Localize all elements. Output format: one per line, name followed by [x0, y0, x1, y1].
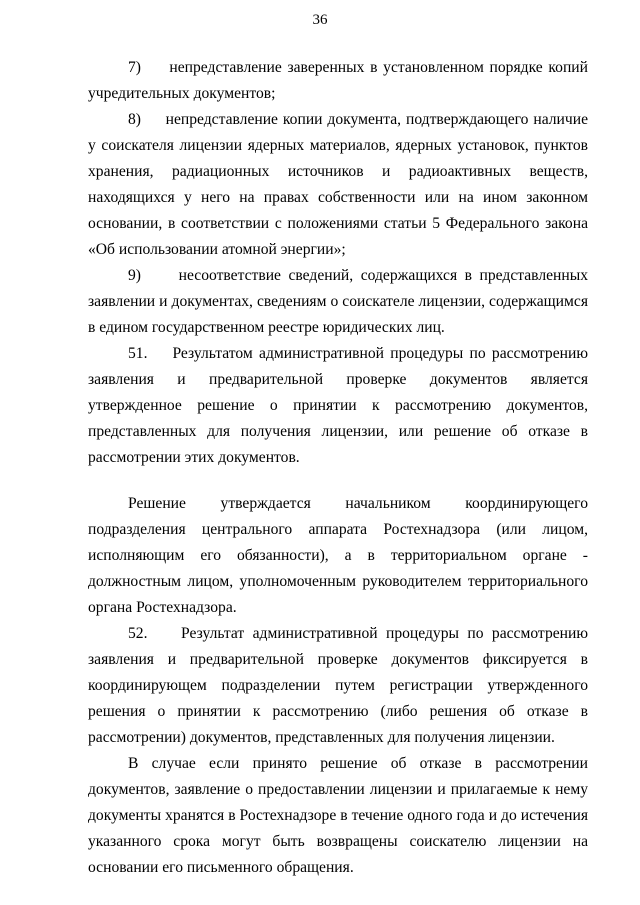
paragraph-item-7: 7) непредставление заверенных в установленном порядке копий учредительных документов;	[88, 59, 588, 102]
document-body	[88, 55, 588, 881]
paragraph-decision-approval: Решение утверждается начальником координирующего подразделения центрального аппарата Ростехнадзора (или лицом, исполняющим его обязанности), а в территориальном органе - должностным лицом, уполномоченным руководителем территориального органа Ростехнадзора.	[88, 495, 588, 616]
paragraph-section-51: 51. Результатом административной процедуры по рассмотрению заявления и предварительной проверке документов является утвержденное решение о принятии к рассмотрению документов, представленных для получения лицензии, или решение об отказе в рассмотрении этих документов.	[88, 345, 588, 466]
page-number: 36	[312, 12, 328, 28]
paragraph-item-9: 9) несоответствие сведений, содержащихся в представленных заявлении и документах, сведениям о соискателе лицензии, содержащимся в едином государственном реестре юридических лиц.	[88, 267, 588, 336]
paragraph-refusal-storage: В случае если принято решение об отказе в рассмотрении документов, заявление о предоставлении лицензии и прилагаемые к нему документы хранятся в Ростехнадзоре в течение одного года и до истечения указанного срока могут быть возвращены соискателю лицензии на основании его письменного обращения.	[88, 755, 588, 876]
paragraph-item-8: 8) непредставление копии документа, подтверждающего наличие у соискателя лицензии ядерных материалов, ядерных установок, пунктов хранения, радиационных источников и радиоактивных веществ, находящихся у него на правах собственности или на ином законном основании, в соответствии с положениями статьи 5 Федерального закона «Об использовании атомной энергии»;	[88, 111, 588, 258]
paragraph-section-52: 52. Результат административной процедуры по рассмотрению заявления и предварительной проверке документов фиксируется в координирующем подразделении путем регистрации утвержденного решения о принятии к рассмотрению (либо решения об отказе в рассмотрении) документов, представленных для получения лицензии.	[88, 625, 588, 746]
